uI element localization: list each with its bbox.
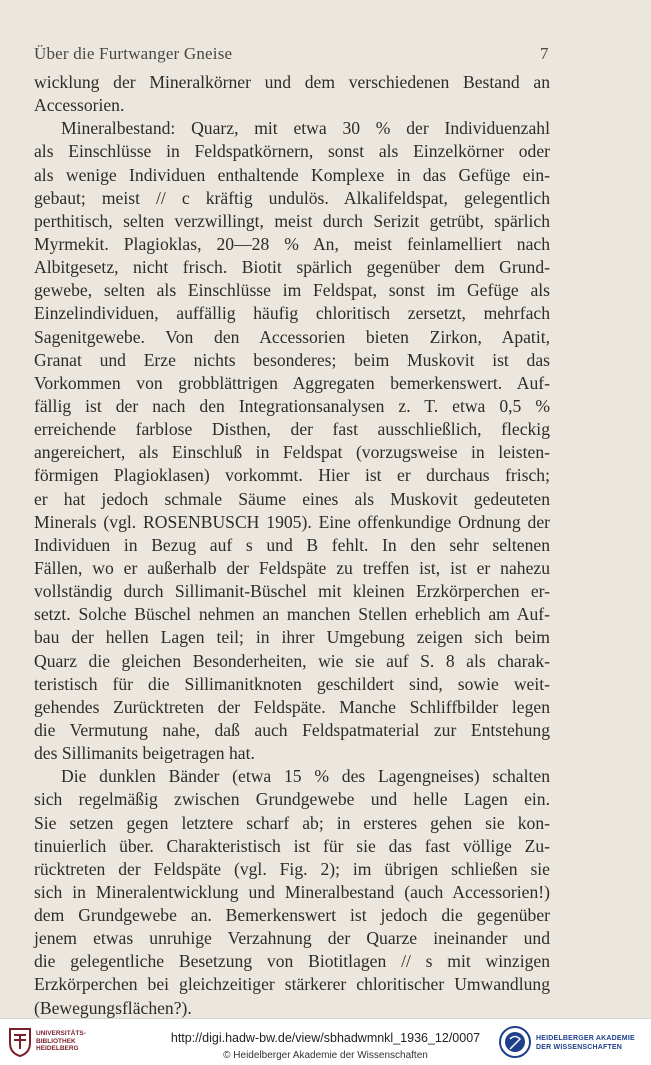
- text-line: tinuierlich über. Charakteristisch ist für sie das fast völlige Zu-: [34, 835, 550, 856]
- text-line: perthitisch, selten verzwillingt, meist durch Serizit getrübt, spärlich: [34, 210, 550, 231]
- text-line: rücktreten der Feldspäte (vgl. Fig. 2); im übrigen schließen sie: [34, 858, 550, 879]
- text-line: wicklung der Mineralkörner und dem verschiedenen Bestand an: [34, 72, 550, 92]
- text-line: sich in Mineralentwicklung und Mineralbestand (auch Accessorien!): [34, 881, 550, 902]
- text-line: als Einschlüsse in Feldspatkörnern, sonst als Einzelkörner oder: [34, 141, 550, 162]
- text-line: gebaut; meist // c kräftig undulös. Alkalifeldspat, gelegentlich: [34, 187, 550, 208]
- text-line: Die dunklen Bänder (etwa 15 % des Lagengneises) schalten: [61, 766, 550, 787]
- text-line: förmigen Plagioklasen) vorkommt. Hier ist er durchaus frisch;: [34, 465, 550, 486]
- text-line: er hat jedoch schmale Säume eines als Muskovit gedeuteten: [34, 488, 550, 509]
- text-line: (Bewegungsflächen?).: [34, 997, 192, 1018]
- copyright-notice: © Heidelberger Akademie der Wissenschaften: [223, 1050, 428, 1061]
- academy-seal-icon: [498, 1025, 532, 1059]
- viewer-footer: [0, 1018, 651, 1065]
- text-line: Erzkörperchen bei gleichzeitiger stärkerer chloritischer Umwandlung: [34, 974, 550, 995]
- text-line: setzt. Solche Büschel nehmen an manchen Stellen erheblich am Auf-: [34, 604, 550, 625]
- text-line: Granat und Erze nichts besonderes; beim Muskovit ist das: [34, 349, 550, 370]
- text-line: Myrmekit. Plagioklas, 20—28 % An, meist feinlamelliert nach: [34, 233, 550, 254]
- text-line: angereichert, als Einschluß in Feldspat (vorzugsweise in leisten-: [34, 442, 550, 463]
- text-line: teristisch für die Sillimanitknoten geschildert sind, sowie weit-: [34, 673, 550, 694]
- text-line: vollständig durch Sillimanit-Büschel mit kleinen Erzkörperchen er-: [34, 581, 550, 602]
- text-line: des Sillimanits beigetragen hat.: [34, 743, 255, 764]
- text-line: Accessorien.: [34, 95, 125, 116]
- text-line: Sagenitgewebe. Von den Accessorien bieten Zirkon, Apatit,: [34, 326, 550, 347]
- text-line: dem Grundgewebe an. Bemerkenswert ist jedoch die gegenüber: [34, 905, 550, 926]
- text-line: Mineralbestand: Quarz, mit etwa 30 % der Individuenzahl: [61, 118, 550, 139]
- page-number: 7: [540, 44, 549, 63]
- running-title: Über die Furtwanger Gneise: [34, 44, 233, 63]
- text-line: gewebe, selten als Einschlüsse im Feldspat, sonst im Gefüge als: [34, 280, 550, 301]
- text-line: sich regelmäßig zwischen Grundgewebe und helle Lagen ein.: [34, 789, 550, 810]
- university-library-label: UNIVERSITÄTS- BIBLIOTHEK HEIDELBERG: [36, 1030, 86, 1052]
- text-line: Individuen in Bezug auf s und B fehlt. In den sehr seltenen: [34, 534, 550, 555]
- text-line: Fällen, wo er außerhalb der Feldspäte zu treffen ist, ist er nahezu: [34, 557, 550, 578]
- text-line: fällig ist der nach den Integrationsanalysen z. T. etwa 0,5 %: [34, 395, 550, 416]
- text-line: jenem etwas unruhige Verzahnung der Quarze ineinander und: [34, 928, 550, 949]
- text-line: die Vermutung nahe, daß auch Feldspatmaterial zur Entstehung: [34, 719, 550, 740]
- text-line: Sie setzen gegen letztere scharf ab; in ersteres gehen sie kon-: [34, 812, 550, 833]
- body-text: [34, 71, 550, 1020]
- text-line: erreichende farblose Disthen, der fast ausschließlich, fleckig: [34, 419, 550, 440]
- text-line: gehendes Zurücktreten der Feldspäte. Manche Schliffbilder legen: [34, 696, 550, 717]
- text-line: Albitgesetz, nicht frisch. Biotit spärlich gegenüber dem Grund-: [34, 257, 550, 278]
- academy-logo[interactable]: [498, 1025, 643, 1059]
- text-line: Minerals (vgl. ROSENBUSCH 1905). Eine offenkundige Ordnung der: [34, 511, 550, 532]
- text-line: Vorkommen von grobblättrigen Aggregaten bemerkenswert. Auf-: [34, 372, 550, 393]
- academy-label: HEIDELBERGER AKADEMIE DER WISSENSCHAFTEN: [536, 1035, 635, 1051]
- running-header: [34, 44, 551, 66]
- text-line: die gelegentliche Besetzung von Biotitlagen // s mit winzigen: [34, 951, 550, 972]
- text-line: Einzelindividuen, auffällig häufig chloritisch zersetzt, mehrfach: [34, 303, 550, 324]
- text-line: als wenige Individuen enthaltende Komplexe in das Gefüge ein-: [34, 164, 550, 185]
- text-line: bau der hellen Lagen teil; in ihrer Umgebung zeigen sich beim: [34, 627, 550, 648]
- permalink-url[interactable]: http://digi.hadw-bw.de/view/sbhadwmnkl_1936_12/0007: [170, 1031, 481, 1045]
- text-line: Quarz die gleichen Besonderheiten, wie sie auf S. 8 als charak-: [34, 650, 550, 671]
